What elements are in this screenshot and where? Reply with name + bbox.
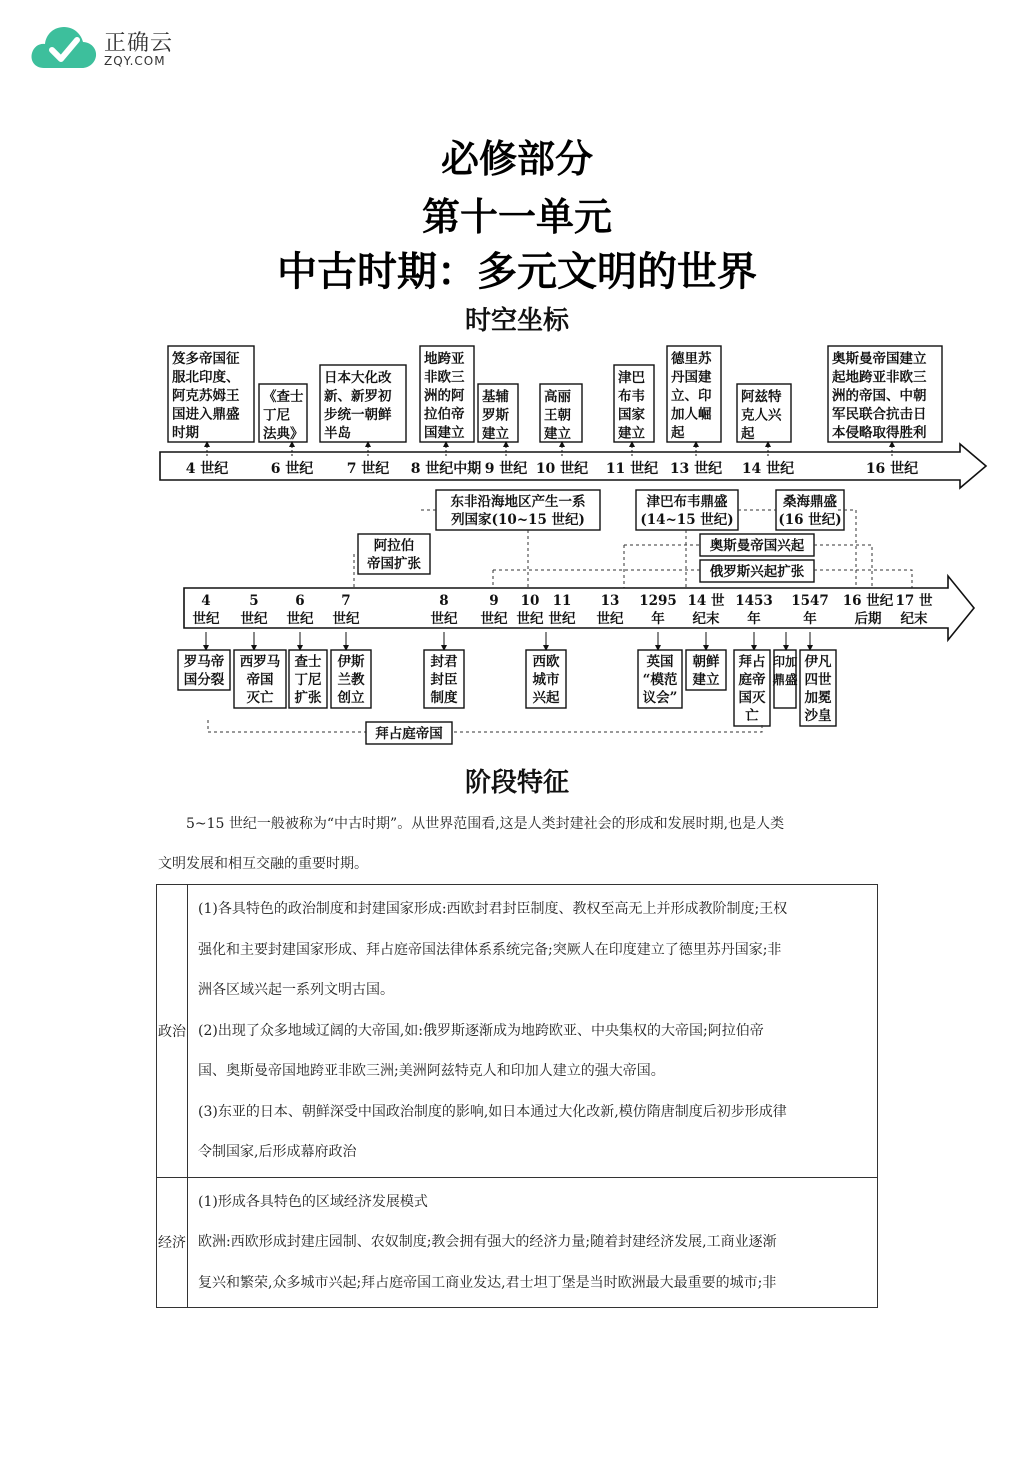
span-label: 帝国扩张 (367, 556, 421, 572)
features-table (156, 884, 878, 1308)
upper-event-box (420, 346, 474, 456)
event-label: 印加 (772, 654, 798, 669)
event-label: 地跨亚 (424, 351, 465, 367)
lower-axis-tick-label: 世纪 (516, 611, 544, 627)
upper-event-box (168, 346, 254, 456)
lower-event-box (526, 632, 566, 708)
event-label: 国分裂 (183, 672, 225, 688)
span-label: 津巴布韦鼎盛 (646, 494, 728, 510)
lower-axis-tick-label: 世纪 (430, 611, 458, 627)
upper-event-box (259, 384, 307, 456)
event-label: 鼎盛 (772, 672, 798, 687)
upper-axis-tick-label: 11 世纪 (605, 461, 659, 477)
lower-axis-tick-label: 1547 (791, 593, 829, 609)
span-label: 桑海鼎盛 (783, 494, 837, 510)
event-label: 步统一朝鲜 (324, 407, 392, 423)
lower-axis-tick-label: 1295 (639, 593, 677, 609)
event-label: 法典》 (263, 426, 304, 442)
lower-axis-tick-label: 5 (249, 593, 259, 609)
lower-event-box (289, 632, 327, 708)
span-label: 列国家(10~15 世纪) (451, 512, 585, 528)
period-span-box (700, 534, 814, 556)
event-label: 兴起 (532, 690, 560, 706)
event-label: 日本大化改 (324, 370, 392, 386)
intro-line-1: 5~15 世纪一般被称为“中古时期”。从世界范围看,这是人类封建社会的形成和发展时期,也是人类 (186, 816, 785, 832)
event-label: 起 (741, 426, 755, 442)
event-label: 查士 (294, 654, 322, 670)
event-label: 建立 (482, 426, 509, 442)
lower-axis-tick-label: 11 (552, 593, 572, 609)
event-label: 四世 (804, 672, 832, 688)
text-line: (2)出现了众多地域辽阔的大帝国,如:俄罗斯逐渐成为地跨欧亚、中央集权的大帝国;阿拉伯帝 (198, 1022, 764, 1039)
upper-axis-tick-label: 13 世纪 (669, 461, 723, 477)
event-label: 建立 (692, 672, 720, 688)
event-label: 阿兹特 (741, 389, 782, 405)
event-label: 津巴 (618, 370, 645, 386)
event-label: 英国 (646, 654, 674, 670)
text-line: (1)各具特色的政治制度和封建国家形成:西欧封君封臣制度、教权至高无上并形成教阶制度;王权 (198, 901, 788, 917)
upper-axis-tick-label: 10 世纪 (535, 461, 589, 477)
byzantine-label: 拜占庭帝国 (375, 726, 443, 742)
politics-text (188, 885, 878, 1178)
event-label: 奥斯曼帝国建立 (832, 351, 927, 367)
text-line: (3)东亚的日本、朝鲜深受中国政治制度的影响,如日本通过大化改新,模仿隋唐制度后初步形成律 (198, 1103, 787, 1120)
event-label: 西欧 (532, 654, 560, 670)
lower-axis-tick-label: 纪末 (900, 611, 928, 627)
table-row-politics (157, 885, 878, 1178)
event-label: 灭亡 (246, 690, 274, 706)
lower-axis-tick-label: 年 (803, 611, 817, 627)
lower-event-box (772, 632, 798, 708)
text-line: 强化和主要封建国家形成、拜占庭帝国法律体系系统完备;突厥人在印度建立了德里苏丹国家;非 (198, 941, 782, 958)
span-label: 阿拉伯 (373, 538, 415, 554)
lower-axis-tick-label: 9 (489, 593, 499, 609)
upper-event-box (828, 346, 942, 456)
upper-event-box (614, 365, 654, 456)
event-label: 洲的帝国、中朝 (832, 388, 927, 404)
span-label: 俄罗斯兴起扩张 (709, 564, 805, 580)
category-economy: 经济 (157, 1177, 188, 1308)
text-line: 令制国家,后形成幕府政治 (198, 1144, 357, 1160)
event-label: 沙皇 (804, 708, 832, 724)
lower-axis-tick-label: 14 世 (687, 593, 725, 609)
title-unit: 第十一单元 (421, 194, 612, 239)
lower-axis-tick-label: 后期 (854, 611, 882, 627)
period-span-box (776, 490, 844, 530)
event-label: 兰教 (337, 672, 365, 688)
lower-event-box (734, 632, 770, 726)
event-label: 丁尼 (294, 672, 322, 688)
lower-axis-tick-label: 年 (747, 611, 761, 627)
lower-axis-tick-label: 纪末 (692, 611, 720, 627)
lower-axis-tick-label: 世纪 (286, 611, 314, 627)
intro-line-2: 文明发展和相互交融的重要时期。 (158, 856, 368, 872)
event-label: 建立 (618, 425, 645, 442)
span-label: 东非沿海地区产生一系 (450, 494, 586, 510)
span-label: 奥斯曼帝国兴起 (709, 538, 805, 554)
lower-event-box (424, 632, 464, 708)
upper-axis-tick-label: 14 世纪 (741, 461, 795, 477)
event-label: 《查士 (263, 389, 304, 405)
event-label: 洲的阿 (424, 388, 465, 404)
text-line: 洲各区域兴起一系列文明古国。 (198, 982, 394, 998)
upper-event-box (540, 384, 582, 456)
upper-event-box (667, 346, 721, 456)
event-label: 新、新罗初 (324, 388, 392, 405)
upper-event-box (320, 365, 406, 456)
lower-axis-tick-label: 13 (600, 593, 620, 609)
event-label: 拜占 (738, 654, 766, 670)
logo-domain: ZQY.COM (104, 54, 166, 68)
upper-axis-tick-label: 7 世纪 (346, 461, 390, 477)
lower-axis-tick-label: 世纪 (596, 611, 624, 627)
upper-axis-tick-label: 16 世纪 (865, 461, 919, 477)
event-label: 时期 (172, 425, 199, 441)
event-label: 本侵略取得胜利 (832, 425, 927, 441)
section-heading-features: 阶段特征 (464, 768, 569, 798)
event-label: 城市 (532, 672, 560, 688)
text-line: (1)形成各具特色的区域经济发展模式 (198, 1193, 428, 1210)
event-label: 国进入鼎盛 (172, 406, 240, 423)
lower-event-box (686, 632, 726, 690)
lower-axis-tick-label: 10 (520, 593, 540, 609)
event-label: 帝国 (246, 672, 274, 688)
lower-axis-tick-label: 4 (201, 593, 211, 609)
event-label: 扩张 (294, 690, 322, 706)
event-label: 罗马帝 (183, 654, 225, 670)
event-label: 朝鲜 (692, 654, 720, 670)
event-label: 国灭 (738, 690, 766, 706)
logo-brand: 正确云 (104, 31, 174, 56)
event-label: 加冕 (804, 690, 832, 706)
lower-event-box (800, 632, 836, 726)
lower-timeline (178, 490, 974, 744)
event-label: 基辅 (482, 389, 509, 405)
lower-axis-tick-label: 世纪 (548, 611, 576, 627)
lower-axis-tick-label: 7 (341, 593, 351, 609)
event-label: 加人崛 (671, 406, 712, 423)
event-label: 伊凡 (804, 654, 832, 670)
event-label: 德里苏 (671, 351, 712, 367)
economy-text (188, 1177, 878, 1308)
timeline-diagram (0, 340, 1034, 750)
event-label: 服北印度、 (172, 369, 240, 386)
event-label: 罗斯 (482, 407, 509, 424)
intro-paragraph (158, 804, 878, 884)
byzantine-empire-box (366, 722, 452, 744)
event-label: 议会” (642, 690, 678, 706)
event-label: 伊斯 (337, 654, 365, 670)
lower-axis-tick-label: 世纪 (332, 611, 360, 627)
lower-axis-tick-label: 16 世纪 (842, 593, 894, 609)
lower-axis-tick-label: 8 (439, 593, 449, 609)
span-label: (16 世纪) (778, 512, 842, 528)
text-line: 国、奥斯曼帝国地跨亚非欧三洲;美洲阿兹特克人和印加人建立的强大帝国。 (198, 1063, 665, 1079)
event-label: 立、印 (671, 388, 712, 404)
lower-axis-tick-label: 世纪 (240, 611, 268, 627)
upper-axis-tick-label: 6 世纪 (270, 461, 314, 477)
event-label: 阿克苏姆王 (172, 388, 240, 404)
event-label: 非欧三 (424, 369, 465, 386)
event-label: 起 (671, 425, 685, 441)
section-heading-timeline: 时空坐标 (464, 306, 569, 336)
span-connector (814, 545, 872, 588)
period-span-box (436, 490, 600, 530)
event-label: 丹国建 (671, 369, 712, 386)
event-label: 王朝 (544, 407, 571, 424)
byzantine-bracket (208, 720, 762, 732)
event-label: 丁尼 (263, 407, 290, 424)
lower-axis-tick-label: 6 (295, 593, 305, 609)
event-label: 拉伯帝 (424, 406, 465, 423)
span-connector (814, 570, 912, 588)
cloud-check-icon (30, 22, 98, 72)
lower-axis-tick-label: 年 (651, 611, 665, 627)
zqy-logo (30, 22, 180, 74)
event-label: 起地跨亚非欧三 (832, 369, 927, 386)
event-label: 制度 (430, 690, 458, 706)
event-label: 高丽 (544, 389, 571, 405)
lower-axis-tick-label: 17 世 (895, 593, 933, 609)
lower-event-box (638, 632, 682, 708)
span-label: (14~15 世纪) (640, 512, 734, 528)
text-line: 复兴和繁荣,众多城市兴起;拜占庭帝国工商业发达,君士坦丁堡是当时欧洲最大最重要的城市;非 (198, 1274, 777, 1291)
upper-axis-tick-label: 9 世纪 (484, 461, 528, 477)
lower-event-box (178, 632, 230, 690)
lower-event-box (234, 632, 286, 708)
event-label: 亡 (745, 708, 759, 724)
lower-axis-tick-label: 1453 (735, 593, 773, 609)
event-label: 庭帝 (738, 672, 766, 688)
event-label: 西罗马 (239, 654, 281, 670)
event-label: 国家 (618, 407, 645, 423)
title-main: 中古时期：多元文明的世界 (277, 248, 757, 295)
upper-timeline (160, 346, 986, 488)
period-span-box (358, 534, 430, 574)
text-line: 欧洲:西欧形成封建庄园制、农奴制度;教会拥有强大的经济力量;随着封建经济发展,工商业逐渐 (198, 1234, 777, 1250)
event-label: 国建立 (424, 425, 465, 441)
event-label: 封臣 (430, 672, 458, 688)
lower-axis-tick-label: 世纪 (192, 611, 220, 627)
event-label: 半岛 (324, 425, 351, 442)
event-label: 克人兴 (741, 407, 782, 424)
period-span-box (700, 560, 814, 582)
upper-event-box (478, 384, 518, 456)
event-label: 军民联合抗击日 (832, 406, 927, 423)
category-politics: 政治 (157, 885, 188, 1178)
event-label: 建立 (544, 426, 571, 442)
upper-event-box (737, 384, 791, 456)
lower-axis-tick-label: 世纪 (480, 611, 508, 627)
event-label: 封君 (430, 654, 458, 670)
title-part: 必修部分 (440, 136, 593, 181)
lower-event-box (331, 632, 371, 708)
event-label: “模范 (642, 672, 678, 688)
upper-axis-tick-label: 8 世纪中期 (410, 461, 482, 477)
event-label: 笈多帝国征 (172, 351, 240, 367)
event-label: 创立 (337, 690, 365, 706)
event-label: 布韦 (618, 388, 645, 405)
upper-axis-tick-label: 4 世纪 (185, 461, 229, 477)
period-span-box (636, 490, 738, 530)
table-row-economy (157, 1177, 878, 1308)
